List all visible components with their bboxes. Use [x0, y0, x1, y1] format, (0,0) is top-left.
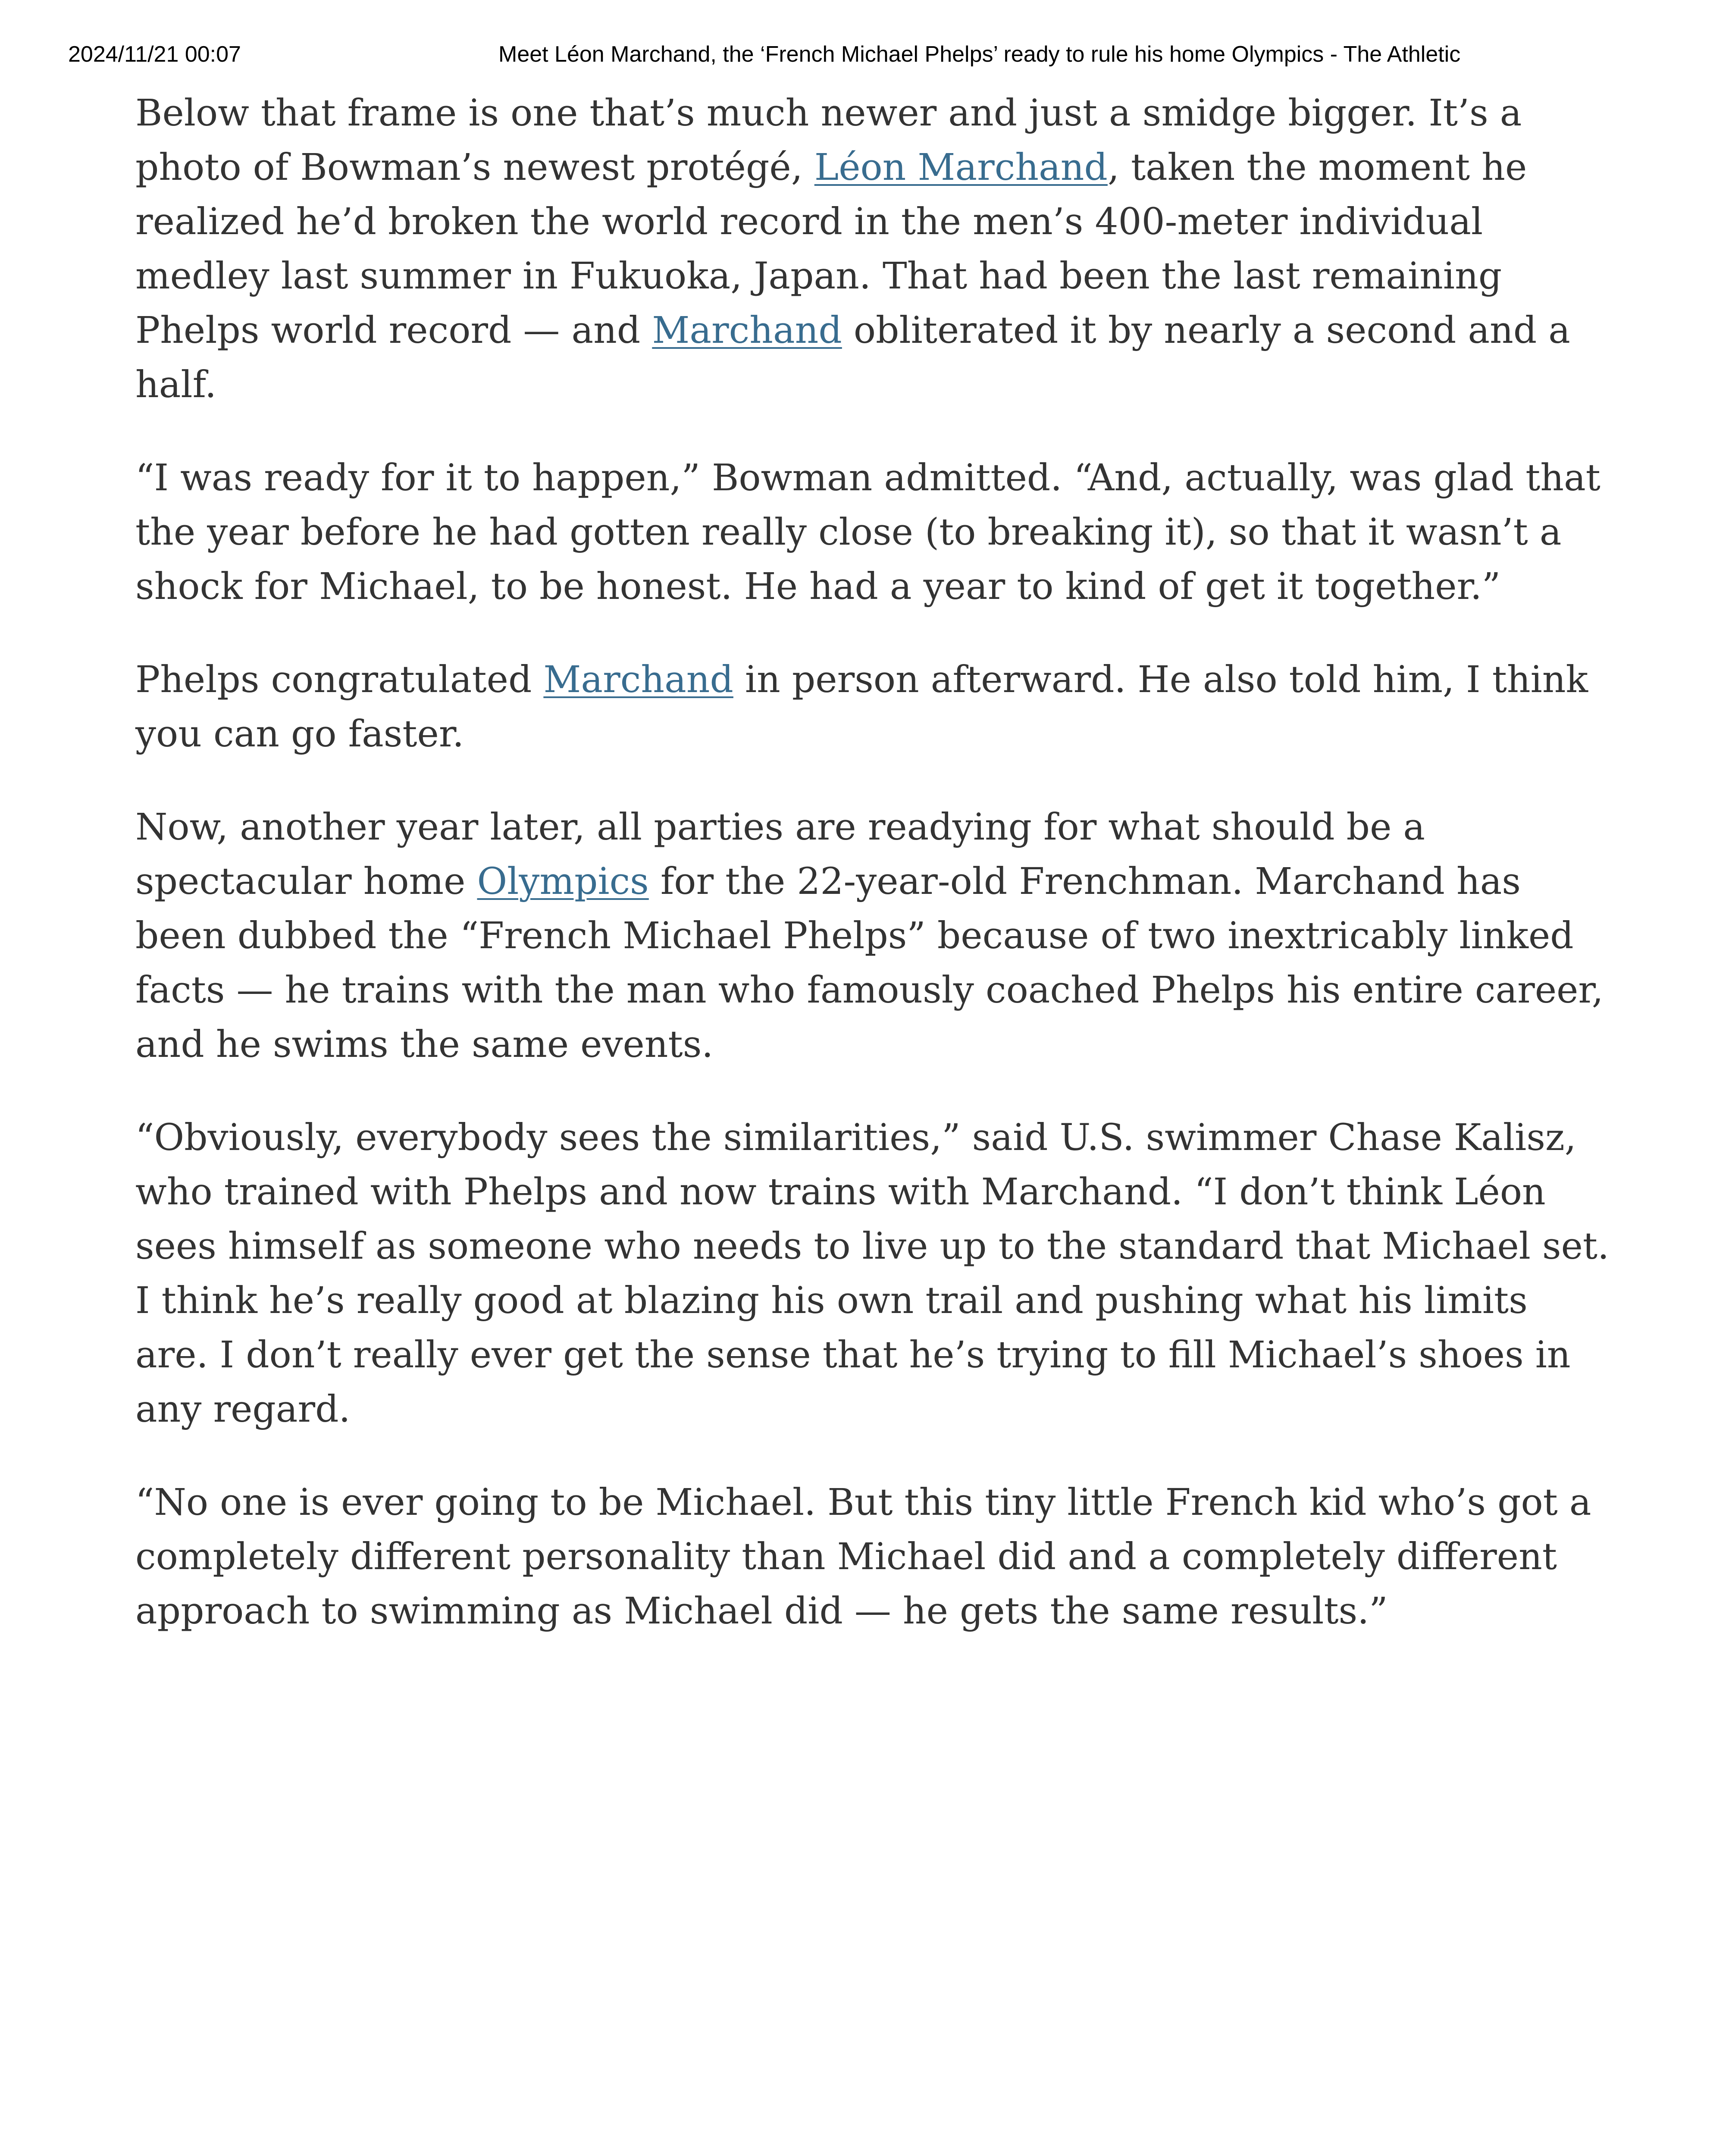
- link-marchand[interactable]: Marchand: [543, 658, 733, 701]
- paragraph-text: Below that frame is one that’s much newer and just a smidge bigger. It’s a photo of Bowman’s newest protégé,: [135, 92, 1522, 189]
- paragraph-1: [135, 86, 1610, 412]
- link-marchand[interactable]: Marchand: [652, 309, 842, 352]
- paragraph-text: “I was ready for it to happen,” Bowman admitted. “And, actually, was glad that the year before he had gotten really close (to breaking it), so that it wasn’t a shock for Michael, to be honest. He had a year to kind of get it together.”: [135, 457, 1600, 608]
- paragraph-5: [135, 1111, 1610, 1437]
- print-header: [68, 41, 1642, 72]
- link-olympics[interactable]: Olympics: [477, 860, 649, 903]
- paragraph-text: Now, another year later, all parties are readying for what should be a spectacular home: [135, 806, 1425, 903]
- paragraph-text: for the 22-year-old Frenchman. Marchand has been dubbed the “French Michael Phelps” because of two inextricably linked facts — he trains with the man who famously coached Phelps his entire career, and he swims the same events.: [135, 860, 1604, 1066]
- paragraph-text: “Obviously, everybody sees the similarities,” said U.S. swimmer Chase Kalisz, who trained with Phelps and now trains with Marchand. “I don’t think Léon sees himself as someone who needs to live up to the standard that Michael set. I think he’s really good at blazing his own trail and pushing what his limits are. I don’t really ever get the sense that he’s trying to fill Michael’s shoes in any regard.: [135, 1116, 1610, 1431]
- paragraph-text: obliterated it by nearly a second and a half.: [135, 309, 1570, 406]
- document-title: Meet Léon Marchand, the ‘French Michael Phelps’ ready to rule his home Olympics - The Athletic: [498, 42, 1461, 67]
- article-body: [135, 86, 1610, 1677]
- paragraph-2: [135, 451, 1610, 614]
- link-leon-marchand[interactable]: Léon Marchand: [814, 146, 1108, 189]
- print-date: 2024/11/21 00:07: [68, 42, 241, 67]
- paragraph-text: in person afterward. He also told him, I think you can go faster.: [135, 658, 1588, 755]
- paragraph-3: [135, 653, 1610, 761]
- paragraph-text: Phelps congratulated: [135, 658, 544, 701]
- paragraph-6: [135, 1476, 1610, 1639]
- paragraph-text: , taken the moment he realized he’d broken the world record in the men’s 400-meter individual medley last summer in Fukuoka, Japan. That had been the last remaining Phelps world record — and: [135, 146, 1527, 352]
- paragraph-4: [135, 800, 1610, 1072]
- paragraph-text: “No one is ever going to be Michael. But this tiny little French kid who’s got a completely different personality than Michael did and a completely different approach to swimming as Michael did — he gets the same results.”: [135, 1481, 1591, 1633]
